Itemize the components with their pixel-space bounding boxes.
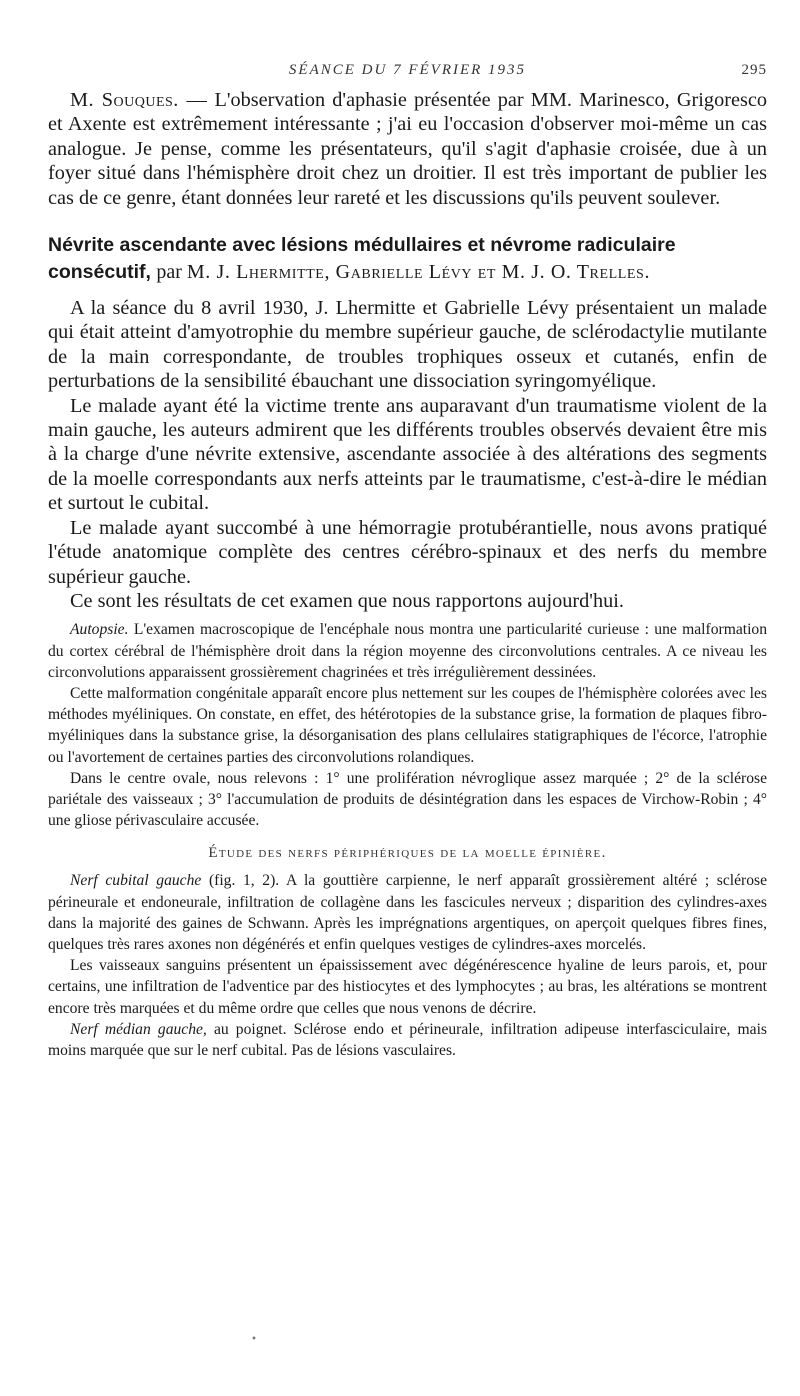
autopsy-paragraph-1 xyxy=(48,619,767,683)
article-title: Névrite ascendante avec lésions médullaires et névrome radiculaire consécutif, xyxy=(48,234,676,284)
page xyxy=(48,58,767,1061)
intro-text: L'observation d'aphasie présentée par MM. Marinesco, Grigoresco et Axente est extrêmement intéressante ; j'ai eu l'occasion d'observer moi-même un cas analogue. Je pense, comme les présentateurs, qu'il s'agit d'aphasie croisée, due à un foyer situé dans l'hémisphère droit chez un droitier. Il est très important de publier les cas de ce genre, étant données leur rareté et les discussions qu'ils peuvent soulever. xyxy=(48,89,768,209)
nerve-label-cubital: Nerf cubital gauche xyxy=(70,872,202,890)
running-head-title: SÉANCE DU 7 FÉVRIER 1935 xyxy=(288,62,527,78)
nerve-text-median: au poignet. Sclérose endo et périneurale, infiltration adipeuse interfasciculaire, mais moins marquée que sur le nerf cubital. Pas de lésions vasculaires. xyxy=(48,1020,767,1059)
nerve-paragraph-2: Les vaisseaux sanguins présentent un épaississement avec dégénérescence hyaline de leurs parois, et, pour certains, une infiltration de l'adventice par des histiocytes et des lymphocytes ; au bras, les altérations se montrent encore très marquées et du même ordre que celles que nous venons de décrire. xyxy=(48,957,767,1017)
article-heading xyxy=(48,232,767,286)
nerve-paragraph-3 xyxy=(48,1019,767,1061)
autopsy-text: L'examen macroscopique de l'encéphale nous montra une particularité curieuse : une malformation du cortex cérébral de l'hémisphère droit dans la région moyenne des circonvolutions centrales. A ce niveau les circonvolutions apparaissent grossièrement chagrinées et très irrégulièrement dessinées. xyxy=(48,621,767,681)
autopsy-paragraph-2: Cette malformation congénitale apparaît encore plus nettement sur les coupes de l'hémisphère colorées avec les méthodes myéliniques. On constate, en effet, des hétérotopies de la substance grise, la formation de plaques fibro-myéliniques dans la substance grise, la désorganisation des plans cellulaires statigraphiques de l'écorce, l'atrophie ou l'avortement de certaines parties des circonvolutions rolandiques. xyxy=(48,684,767,766)
main-paragraph-3: Le malade ayant succombé à une hémorragie protubérantielle, nous avons pratiqué l'étude anatomique complète des centres cérébro-spinaux et des nerfs du membre supérieur gauche. xyxy=(48,516,767,588)
stray-mark: • xyxy=(251,1334,257,1345)
main-paragraph-2: Le malade ayant été la victime trente ans auparavant d'un traumatisme violent de la main gauche, les auteurs admirent que les différents troubles observés devaient être mis à la charge d'une névrite extensive, ascendante associée à des altérations des segments de la moelle correspondants aux nerfs atteints par le traumatisme, c'est-à-dire le médian et surtout le cubital. xyxy=(48,394,767,515)
main-paragraph-4: Ce sont les résultats de cet examen que nous rapportons aujourd'hui. xyxy=(70,589,624,612)
section-title: Étude des nerfs périphériques de la moelle épinière. xyxy=(208,845,607,862)
nerve-paragraph-1 xyxy=(48,870,767,955)
autopsy-paragraph-3: Dans le centre ovale, nous relevons : 1° une prolifération névroglique assez marquée ; 2° de la sclérose pariétale des vaisseaux ; 3° l'accumulation de produits de désintégration dans les espaces de Virchow-Robin ; 4° une gliose périvasculaire accusée. xyxy=(48,769,767,830)
page-number: 295 xyxy=(741,62,767,78)
intro-author: M. Souques. — xyxy=(70,89,208,111)
autopsy-label: Autopsie. xyxy=(70,621,129,639)
main-paragraph-1: A la séance du 8 avril 1930, J. Lhermitte et Gabrielle Lévy présentaient un malade qui était atteint d'amyotrophie du membre supérieur gauche, de sclérodactylie mutilante de la main correspondante, de troubles trophiques osseux et cutanés, enfin de perturbations de la sensibilité ébauchant une dissociation syringomyélique. xyxy=(48,297,767,393)
article-authors: M. J. Lhermitte, Gabrielle Lévy et M. J. O. Trelles. xyxy=(186,261,651,284)
nerve-label-median: Nerf médian gauche, xyxy=(70,1020,207,1038)
running-head xyxy=(48,58,767,88)
article-byline-prefix: par xyxy=(156,261,182,284)
intro-paragraph xyxy=(48,88,767,210)
nerve-text-cubital: (fig. 1, 2). A la gouttière carpienne, le nerf apparaît grossièrement altéré ; sclérose périneurale et endoneurale, infiltration de collagène dans les fascicules nerveux ; disparition des cylindres-axes dans la majorité des gaines de Schwann. Après les imprégnations argentiques, on aperçoit quelques fibres fines, quelques très rares axones non dégénérés et enfin quelques vestiges de cylindres-axes morcelés. xyxy=(48,872,767,953)
